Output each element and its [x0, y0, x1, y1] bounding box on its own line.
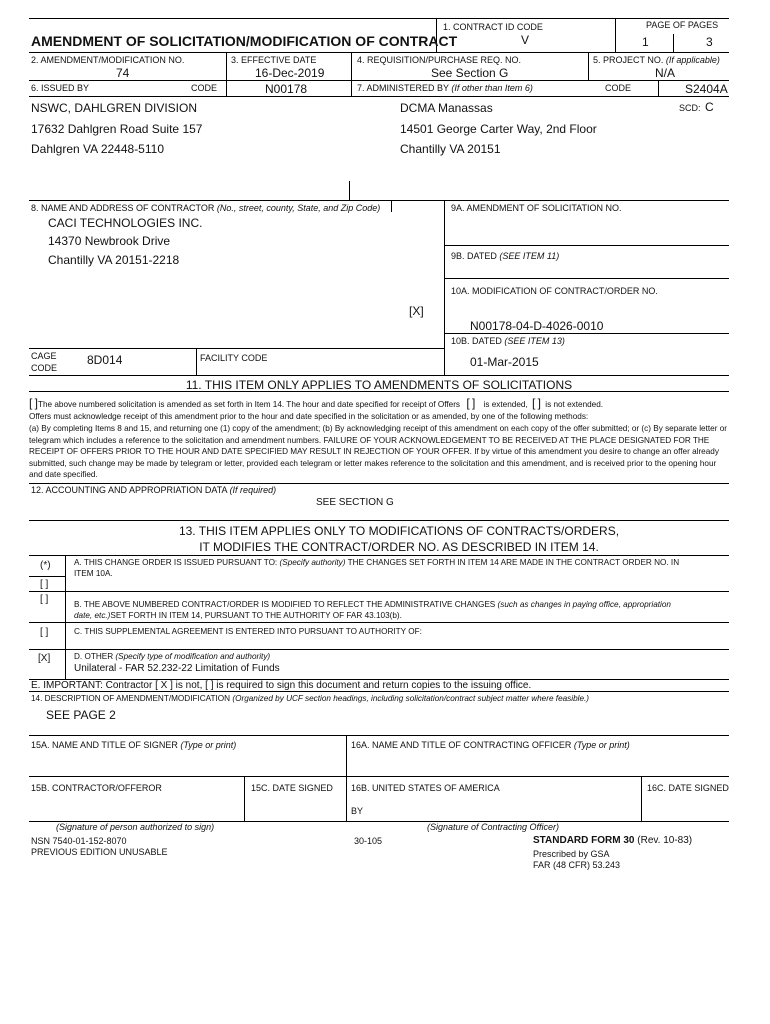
cage-value: 8D014: [87, 353, 123, 367]
page-of-pages-label: PAGE OF PAGES: [646, 20, 719, 30]
item13d-value: Unilateral - FAR 52.232-22 Limitation of Funds: [74, 663, 280, 674]
form-title: AMENDMENT OF SOLICITATION/MODIFICATION OF CONTRACT: [31, 33, 458, 49]
page-total: 3: [706, 35, 713, 49]
box15b-label: 15B. CONTRACTOR/OFFEROR: [31, 783, 162, 793]
facility-code-label: FACILITY CODE: [200, 353, 268, 363]
issued-by-code: N00178: [265, 82, 308, 96]
box10a-value: N00178-04-D-4026-0010: [470, 319, 604, 333]
box9b-label: 9B. DATED (SEE ITEM 11): [451, 251, 560, 261]
effective-date-label: 3. EFFECTIVE DATE: [231, 55, 317, 65]
issued-by-line-2: 17632 Dahlgren Road Suite 157: [31, 122, 203, 136]
footer-far: FAR (48 CFR) 53.243: [533, 860, 621, 870]
project-no-label: 5. PROJECT NO. (If applicable): [593, 55, 720, 65]
administered-by-line-1: DCMA Manassas: [400, 101, 493, 115]
item13-heading-2: IT MODIFIES THE CONTRACT/ORDER NO. AS DESCRIBED IN ITEM 14.: [199, 540, 599, 554]
important-notice: E. IMPORTANT: Contractor [ X ] is not, [ ] is required to sign this document and return copies to the issuing office.: [31, 680, 532, 691]
scd: SCD: C: [679, 100, 714, 114]
contractor-line-2: 14370 Newbrook Drive: [48, 234, 171, 248]
effective-date-value: 16-Dec-2019: [255, 66, 325, 80]
contractor-signature-caption: (Signature of person authorized to sign): [56, 822, 215, 832]
box16a-label: 16A. NAME AND TITLE OF CONTRACTING OFFICER (Type or print): [351, 740, 630, 750]
box10a-label: 10A. MODIFICATION OF CONTRACT/ORDER NO.: [451, 286, 658, 296]
item11-heading: 11. THIS ITEM ONLY APPLIES TO AMENDMENTS OF SOLICITATIONS: [185, 378, 573, 392]
box10b-value: 01-Mar-2015: [470, 355, 539, 369]
item13a-text: A. THIS CHANGE ORDER IS ISSUED PURSUANT TO: (Specify authority) THE CHANGES SET FORTH IN ITEM 14 ARE MADE IN THE CONTRACT ORDER NO. IN: [74, 558, 680, 567]
administered-by-label: 7. ADMINISTERED BY (If other than Item 6): [357, 83, 533, 93]
item13a-mark: (*): [40, 560, 51, 571]
item13a-text-2: ITEM 10A.: [74, 569, 113, 578]
amendment-no-label: 2. AMENDMENT/MODIFICATION NO.: [31, 55, 185, 65]
box10a-check: [X]: [409, 304, 424, 318]
box15a-label: 15A. NAME AND TITLE OF SIGNER (Type or print): [31, 740, 237, 750]
issued-by-line-1: NSWC, DAHLGREN DIVISION: [31, 101, 198, 115]
item11-paragraph: (a) By completing Items 8 and 15, and returning one (1) copy of the amendment; (b) By acknowledging receipt of this amendment on each copy of the offer submitted; or (c) By separate letter or telegram which includes a reference to the solicitation and amendment numbers. FAILURE OF YOUR ACKNOWLEDGEMENT TO BE RECEIVED AT THE PLACE DESIGNATED FOR THE RECEIPT OF OFFERS PRIOR TO THE HOUR AND DATE SPECIFIED MAY RESULT IN REJECTION OF YOUR OFFER. If by virtue of this amendment you desire to change an offer already submitted, such change may be made by telegram or letter, provided each telegram or letter makes reference to the solicitation and this amendment, and is received prior to the opening hour and date specified.: [29, 424, 727, 480]
box10b-label: 10B. DATED (SEE ITEM 13): [451, 336, 565, 346]
footer-nsn: NSN 7540-01-152-8070: [31, 836, 127, 846]
requisition-value: See Section G: [431, 66, 509, 80]
issued-by-label: 6. ISSUED BY: [31, 83, 90, 93]
box16b-by: BY: [351, 806, 364, 816]
footer-prescribed: Prescribed by GSA: [533, 849, 610, 859]
issued-by-code-label: CODE: [191, 83, 218, 93]
box16b-label: 16B. UNITED STATES OF AMERICA: [351, 783, 500, 793]
contractor-line-3: Chantilly VA 20151-2218: [48, 253, 180, 267]
box9a-label: 9A. AMENDMENT OF SOLICITATION NO.: [451, 203, 622, 213]
item14-label: 14. DESCRIPTION OF AMENDMENT/MODIFICATION (Organized by UCF section headings, including solicitation/contract subject matter where feasible.): [31, 694, 590, 703]
item11-line-2: Offers must acknowledge receipt of this amendment prior to the hour and date specified in the solicitation or as amended, by one of the following methods:: [29, 412, 589, 421]
item11-line-1: [ ]The above numbered solicitation is amended as set forth in Item 14. The hour and date specified for receipt of Offers [ ] is extended, [ ] is not extended.: [29, 396, 604, 410]
footer-previous-edition: PREVIOUS EDITION UNUSABLE: [31, 847, 168, 857]
administered-by-code: S2404A: [685, 82, 728, 96]
item13d-text: D. OTHER (Specify type of modification and authority): [74, 652, 271, 661]
requisition-label: 4. REQUISITION/PURCHASE REQ. NO.: [357, 55, 522, 65]
administered-by-line-3: Chantilly VA 20151: [400, 142, 501, 156]
contract-id-code-value: V: [521, 33, 530, 47]
administered-by-code-label: CODE: [605, 83, 632, 93]
officer-signature-caption: (Signature of Contracting Officer): [427, 822, 560, 832]
item13d-mark: [X]: [38, 653, 51, 664]
item12-label: 12. ACCOUNTING AND APPROPRIATION DATA (If required): [31, 485, 277, 495]
footer-number: 30-105: [354, 836, 383, 846]
project-no-value: N/A: [655, 66, 676, 80]
item13b-text: B. THE ABOVE NUMBERED CONTRACT/ORDER IS MODIFIED TO REFLECT THE ADMINISTRATIVE CHANGES (such as changes in paying office, appropriation: [74, 600, 671, 609]
item13c-mark: [ ]: [40, 627, 49, 638]
contractor-label: 8. NAME AND ADDRESS OF CONTRACTOR (No., street, county, State, and Zip Code): [31, 203, 381, 213]
amendment-no-value: 74: [116, 66, 130, 80]
item13c-text: C. THIS SUPPLEMENTAL AGREEMENT IS ENTERED INTO PURSUANT TO AUTHORITY OF:: [74, 627, 422, 636]
item14-value: SEE PAGE 2: [46, 708, 116, 722]
box15c-label: 15C. DATE SIGNED: [251, 783, 333, 793]
item13a-mark-2: [ ]: [40, 579, 49, 590]
issued-by-line-3: Dahlgren VA 22448-5110: [31, 142, 164, 156]
item12-value: SEE SECTION G: [316, 497, 394, 508]
box16c-label: 16C. DATE SIGNED: [647, 783, 729, 793]
footer-standard-form: STANDARD FORM 30 (Rev. 10-83): [533, 835, 693, 846]
item13b-text-2: date, etc.)SET FORTH IN ITEM 14, PURSUANT TO THE AUTHORITY OF FAR 43.103(b).: [74, 611, 402, 620]
page-number: 1: [642, 35, 649, 49]
contract-id-code-label: 1. CONTRACT ID CODE: [443, 22, 543, 32]
item13-heading-1: 13. THIS ITEM APPLIES ONLY TO MODIFICATIONS OF CONTRACTS/ORDERS,: [178, 524, 620, 538]
administered-by-line-2: 14501 George Carter Way, 2nd Floor: [400, 122, 597, 136]
item13b-mark: [ ]: [40, 594, 49, 605]
cage-label-1: CAGE: [31, 351, 57, 361]
cage-label-2: CODE: [31, 363, 58, 373]
contractor-line-1: CACI TECHNOLOGIES INC.: [48, 216, 203, 230]
